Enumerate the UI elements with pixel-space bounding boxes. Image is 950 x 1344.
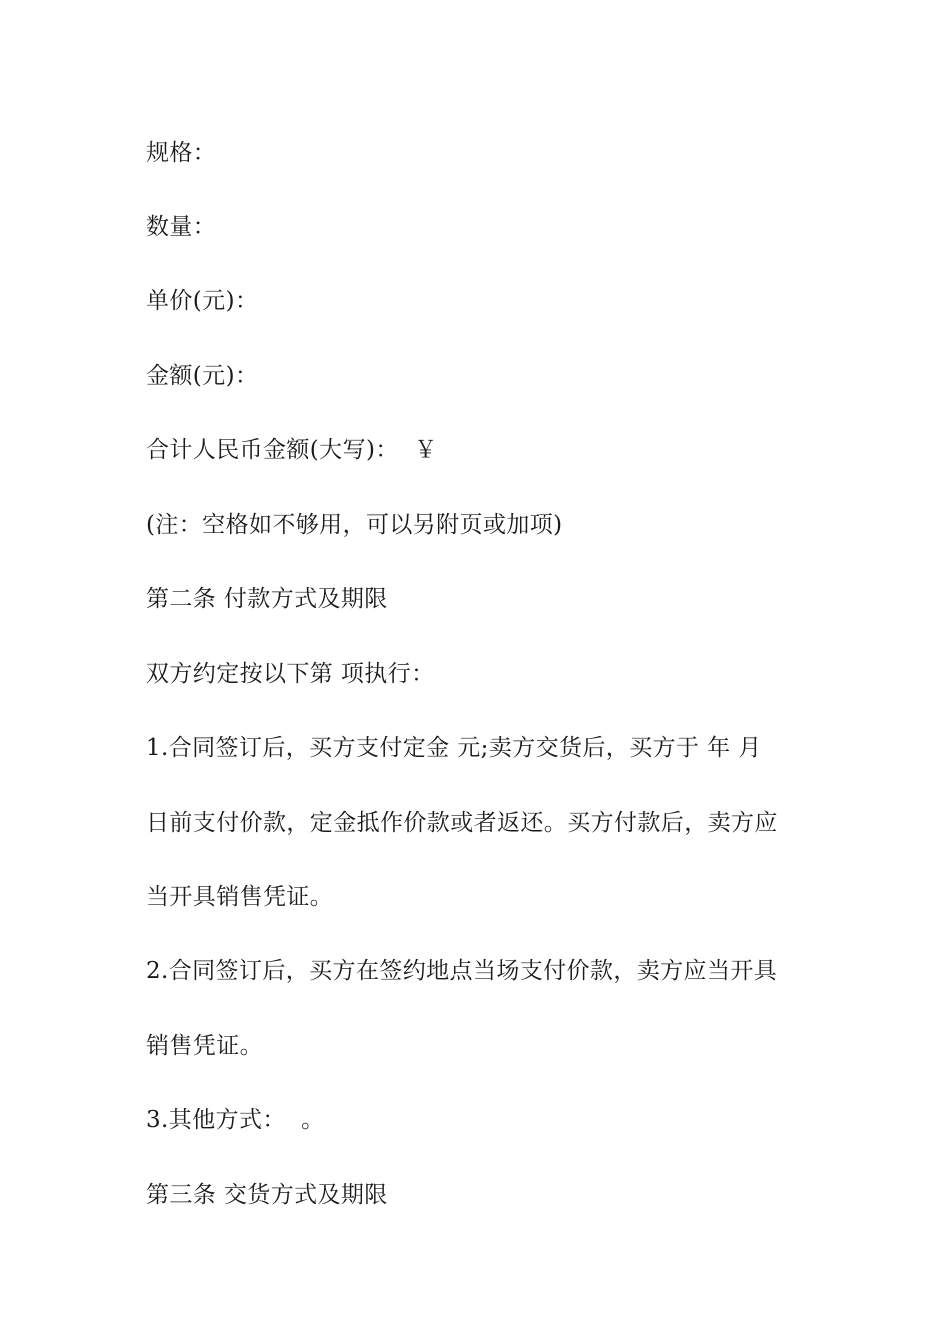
total-amount-label: 合计人民币金额(大写)： ￥ bbox=[146, 437, 438, 463]
article-three-heading: 第三条 交货方式及期限 bbox=[146, 1182, 388, 1208]
unit-price-label: 单价(元)： bbox=[146, 288, 259, 314]
article-two-heading: 第二条 付款方式及期限 bbox=[146, 586, 388, 612]
spec-label: 规格： bbox=[146, 140, 217, 166]
paragraph-text: 3.其他方式： 。 bbox=[146, 1107, 325, 1133]
paragraph-text: 销售凭证。 bbox=[146, 1033, 263, 1059]
paragraph-text: 当开具销售凭证。 bbox=[146, 884, 334, 910]
quantity-label: 数量： bbox=[146, 214, 217, 240]
amount-label: 金额(元)： bbox=[146, 363, 259, 389]
note-text: (注：空格如不够用，可以另附页或加项) bbox=[146, 512, 563, 538]
paragraph-text: 1.合同签订后，买方支付定金 元;卖方交货后，买方于 年 月 bbox=[146, 735, 762, 761]
paragraph-text: 日前支付价款，定金抵作价款或者返还。买方付款后，卖方应 bbox=[146, 810, 778, 836]
paragraph-text: 2.合同签订后，买方在签约地点当场支付价款，卖方应当开具 bbox=[146, 958, 778, 984]
paragraph-text: 双方约定按以下第 项执行： bbox=[146, 661, 435, 687]
